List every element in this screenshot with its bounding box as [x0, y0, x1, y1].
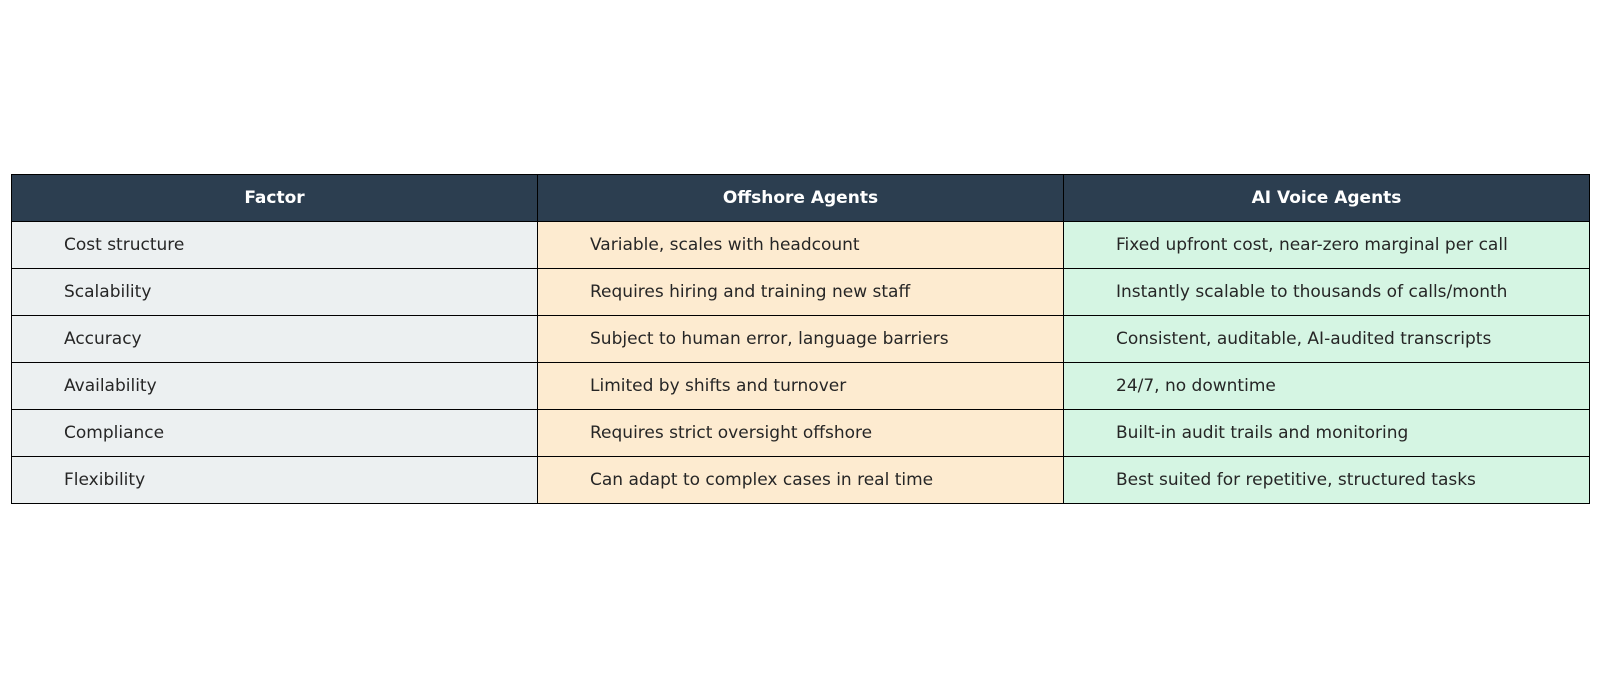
offshore-cell: Requires hiring and training new staff [538, 269, 1064, 316]
table-row [12, 457, 1590, 504]
factor-cell: Cost structure [12, 222, 538, 269]
comparison-table-container [11, 174, 1590, 504]
offshore-cell: Requires strict oversight offshore [538, 410, 1064, 457]
header-offshore-agents: Offshore Agents [538, 175, 1064, 222]
offshore-cell: Can adapt to complex cases in real time [538, 457, 1064, 504]
ai-cell: Fixed upfront cost, near-zero marginal per call [1064, 222, 1590, 269]
table-row [12, 410, 1590, 457]
factor-cell: Compliance [12, 410, 538, 457]
factor-cell: Scalability [12, 269, 538, 316]
table-row [12, 316, 1590, 363]
offshore-cell: Limited by shifts and turnover [538, 363, 1064, 410]
header-ai-voice-agents: AI Voice Agents [1064, 175, 1590, 222]
table-row [12, 269, 1590, 316]
header-factor: Factor [12, 175, 538, 222]
factor-cell: Accuracy [12, 316, 538, 363]
factor-cell: Availability [12, 363, 538, 410]
comparison-table [11, 174, 1590, 504]
offshore-cell: Variable, scales with headcount [538, 222, 1064, 269]
ai-cell: Best suited for repetitive, structured tasks [1064, 457, 1590, 504]
table-row [12, 363, 1590, 410]
factor-cell: Flexibility [12, 457, 538, 504]
ai-cell: Built-in audit trails and monitoring [1064, 410, 1590, 457]
offshore-cell: Subject to human error, language barriers [538, 316, 1064, 363]
ai-cell: 24/7, no downtime [1064, 363, 1590, 410]
header-row [12, 175, 1590, 222]
ai-cell: Consistent, auditable, AI-audited transcripts [1064, 316, 1590, 363]
ai-cell: Instantly scalable to thousands of calls/month [1064, 269, 1590, 316]
table-row [12, 222, 1590, 269]
